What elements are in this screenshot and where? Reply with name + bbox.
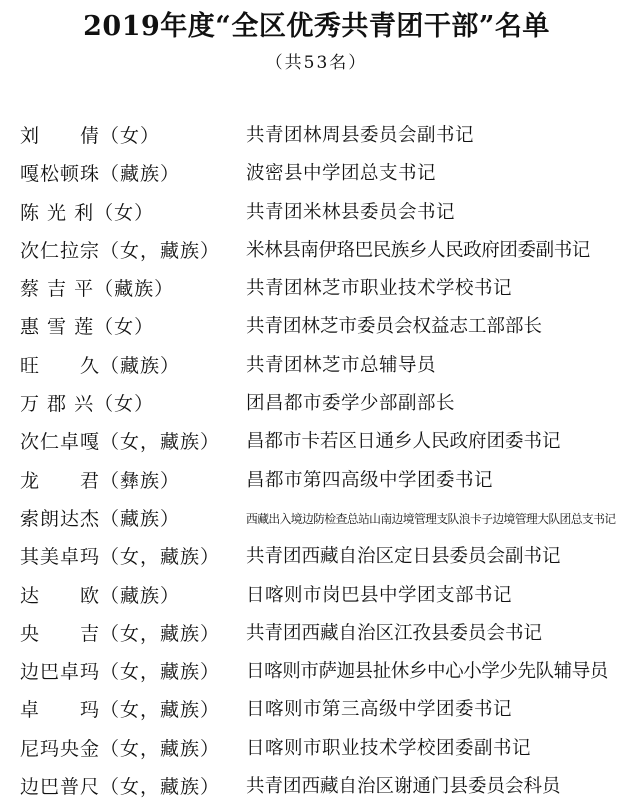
honoree-name: 索朗达杰（藏族） [20, 507, 181, 530]
list-item [0, 768, 633, 806]
honoree-position: 共青团西藏自治区谢通门县委员会科员 [246, 776, 561, 798]
list-item [0, 308, 633, 346]
honoree-position: 团昌都市委学少部副部长 [246, 393, 456, 415]
honoree-list [0, 117, 633, 806]
honoree-position: 共青团林周县委员会副书记 [246, 125, 475, 146]
honoree-position: 共青团西藏自治区定日县委员会副书记 [246, 546, 561, 568]
honoree-name: 旺 久（藏族） [20, 354, 181, 377]
honoree-name: 次仁卓嘎（女，藏族） [20, 431, 221, 454]
honoree-name: 蔡 吉 平（藏族） [20, 278, 175, 301]
honoree-name: 卓 玛（女，藏族） [20, 699, 221, 722]
page-title: 2019年度“全区优秀共青团干部”名单 [83, 11, 550, 42]
list-item [0, 577, 633, 615]
honoree-name: 边巴卓玛（女，藏族） [20, 661, 221, 684]
honoree-position: 波密县中学团总支书记 [246, 163, 437, 185]
honoree-name: 龙 君（彝族） [20, 469, 181, 492]
honoree-position: 日喀则市岗巴县中学团支部书记 [246, 584, 513, 606]
list-item [0, 270, 633, 308]
honoree-position: 共青团西藏自治区江孜县委员会书记 [246, 622, 543, 644]
honoree-position: 日喀则市萨迦县扯休乡中心小学少先队辅导员 [246, 661, 609, 683]
honoree-name: 陈 光 利（女） [20, 201, 155, 224]
list-item [0, 423, 633, 461]
honoree-position: 共青团林芝市委员会权益志工部部长 [246, 316, 543, 338]
honoree-name: 尼玛央金（女，藏族） [20, 737, 221, 760]
honoree-name: 边巴普尺（女，藏族） [20, 776, 221, 799]
honoree-name: 达 欧（藏族） [20, 584, 181, 607]
list-item [0, 538, 633, 576]
honoree-name: 惠 雪 莲（女） [20, 316, 155, 339]
list-item [0, 615, 633, 653]
honoree-name: 万 郡 兴（女） [20, 393, 155, 416]
list-item [0, 691, 633, 729]
list-item [0, 117, 633, 155]
list-item [0, 232, 633, 270]
honoree-name: 刘 倩（女） [20, 125, 161, 147]
honoree-position: 米林县南伊珞巴民族乡人民政府团委副书记 [246, 239, 590, 261]
honoree-position: 西藏出入境边防检查总站山南边境管理支队浪卡子边境管理大队团总支书记 [246, 511, 616, 526]
list-item [0, 155, 633, 193]
honoree-position: 昌都市卡若区日通乡人民政府团委书记 [246, 431, 561, 453]
honoree-name: 其美卓玛（女，藏族） [20, 546, 221, 569]
list-item [0, 347, 633, 385]
list-item [0, 385, 633, 423]
list-item [0, 730, 633, 768]
honoree-name: 嘎松顿珠（藏族） [20, 163, 181, 186]
list-item [0, 194, 633, 232]
list-item [0, 462, 633, 500]
honoree-position: 共青团林芝市职业技术学校书记 [246, 278, 513, 300]
honoree-name: 次仁拉宗（女，藏族） [20, 239, 221, 262]
honoree-position: 日喀则市职业技术学校团委副书记 [246, 737, 532, 759]
list-item [0, 653, 633, 691]
honoree-position: 共青团米林县委员会书记 [246, 201, 456, 223]
honoree-position: 日喀则市第三高级中学团委书记 [246, 699, 513, 721]
honoree-position: 共青团林芝市总辅导员 [246, 354, 437, 376]
list-item [0, 500, 633, 538]
honoree-name: 央 吉（女，藏族） [20, 622, 221, 645]
total-count: （共53名） [265, 53, 368, 73]
honoree-position: 昌都市第四高级中学团委书记 [246, 469, 494, 491]
